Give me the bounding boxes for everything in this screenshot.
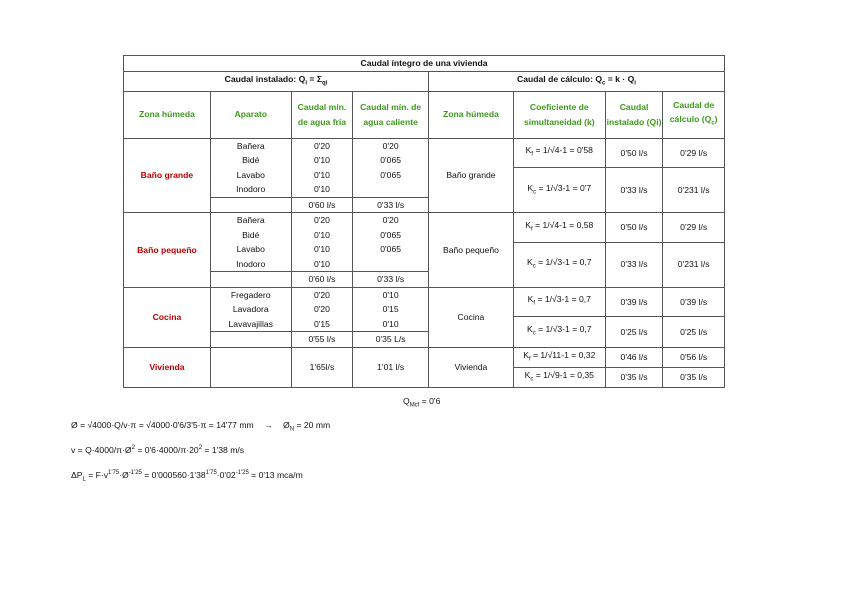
col-fria: Caudal mín. de agua fría [291,91,353,138]
caliente-cell: 0'065 [353,228,429,243]
col-caliente: Caudal mín. de agua caliente [353,91,429,138]
caliente-cell: 0'065 [353,168,429,183]
caudal-table [123,55,725,388]
zona-bano-pequeno: Baño pequeño [124,213,211,288]
blank-cell [210,197,291,213]
calculo-cell: 0'29 l/s [663,213,725,243]
aparato-cell: Lavavajillas [210,317,291,332]
aparato-cell: Lavabo [210,242,291,257]
zona-cocina: Cocina [124,287,211,347]
aparato-cell: Lavadora [210,302,291,317]
aparato-cell [210,347,291,387]
table-title: Caudal íntegro de una vivienda [124,56,725,72]
instalado-cell: 0'33 l/s [605,242,663,287]
col-coef: Coeficiente de simultaneidad (k) [513,91,605,138]
pressure-loss-formula: $\Delta P_L$ = $F\cdot v^{1'75}\cdot Ø^{-1'25} = 0'000560\cdot 1'38^{1'75}\cdot 0'02^{-1'25} = 0'13$ mca/m [71,470,303,483]
coef-cell: $K_c = 1/√9-1 = 0,35$ [513,367,605,387]
calculo-cell: 0'25 l/s [663,317,725,348]
instalado-cell: 0'33 l/s [605,168,663,213]
instalado-cell: 0'25 l/s [605,317,663,348]
instalado-cell: 0'39 l/s [605,287,663,317]
zona-bano-grande: Baño grande [124,138,211,213]
installed-header: Caudal instalado: $Q_i = \Sigma_{qi}$ [124,71,429,91]
aparato-cell: Lavabo [210,168,291,183]
fria-cell: 0'20 [291,213,353,228]
zona2-bano-pequeno: Baño pequeño [429,213,514,288]
total-caliente: 0'33 l/s [353,272,429,288]
fria-cell: 0'20 [291,302,353,317]
total-fria: 0'60 l/s [291,272,353,288]
aparato-cell: Bidé [210,153,291,168]
fria-cell: 0'10 [291,228,353,243]
calculo-cell: 0'29 l/s [663,138,725,168]
coef-cell: $K_f = 1/√11-1 = 0,32$ [513,347,605,367]
total-caliente: 0'35 L/s [353,332,429,348]
coef-cell: $K_c = 1/√3-1 = 0,7$ [513,242,605,287]
zona2-cocina: Cocina [429,287,514,347]
caliente-cell: 0'20 [353,138,429,153]
zona2-vivienda: Vivienda [429,347,514,387]
fria-cell: 0'10 [291,182,353,197]
coef-cell: $K_f = 1/√4-1 = 0'58$ [513,138,605,168]
zona-vivienda: Vivienda [124,347,211,387]
caliente-cell: 0'065 [353,153,429,168]
aparato-cell: Fregadero [210,287,291,302]
col-instalado: Caudal instalado (Qi) [605,91,663,138]
aparato-cell: Inodoro [210,182,291,197]
fria-cell: 0'20 [291,138,353,153]
caliente-cell: 0'15 [353,302,429,317]
aparato-cell: Inodoro [210,257,291,272]
total-fria: 0'60 l/s [291,197,353,213]
arrow-icon: → [264,420,273,430]
calculo-cell: 0'39 l/s [663,287,725,317]
fria-cell: 0'10 [291,242,353,257]
fria-cell: 0'10 [291,168,353,183]
instalado-cell: 0'46 l/s [605,347,663,367]
calculo-cell: 0'231 l/s [663,168,725,213]
coef-cell: $K_f = 1/√3-1 = 0,7$ [513,287,605,317]
fria-cell: 0'20 [291,287,353,302]
zona2-bano-grande: Baño grande [429,138,514,213]
instalado-cell: 0'35 l/s [605,367,663,387]
caliente-cell [353,257,429,272]
calculo-cell: 0'56 l/s [663,347,725,367]
coef-cell: $K_f = 1/√4-1 = 0,58$ [513,213,605,243]
caliente-cell: 0'20 [353,213,429,228]
calculo-cell: 0'35 l/s [663,367,725,387]
coef-cell: $K_c = 1/√3-1 = 0'7$ [513,168,605,213]
blank-cell [210,272,291,288]
diameter-formula: Ø = √4000·Q/v·π = √4000·0'6/3'5·π = 14'77 mm → $Ø_N = 20$ mm [71,420,331,433]
calculo-cell: 0'231 l/s [663,242,725,287]
blank-cell [210,332,291,348]
instalado-cell: 0'50 l/s [605,213,663,243]
fria-cell: 0'15 [291,317,353,332]
coef-cell: $K_c = 1/√3-1 = 0,7$ [513,317,605,348]
caliente-cell: 0'065 [353,242,429,257]
caliente-total-vivienda: 1'01 l/s [353,347,429,387]
calc-header: Caudal de cálculo: $Q_c = k \cdot Q_i$ [429,71,725,91]
caliente-cell: 0'10 [353,287,429,302]
total-caliente: 0'33 l/s [353,197,429,213]
col-aparato: Aparato [210,91,291,138]
col-calculo: Caudal de cálculo $(Q_c)$ [663,91,725,138]
caliente-cell: 0'10 [353,317,429,332]
total-fria: 0'55 l/s [291,332,353,348]
velocity-formula: $v = Q\cdot 4000/\pi\cdot Ø^2 = 0'6\cdot 4000/\pi\cdot 20^2 = 1'38$ m/s [71,445,245,455]
caliente-cell [353,182,429,197]
fria-cell: 0'10 [291,257,353,272]
aparato-cell: Bidé [210,228,291,243]
instalado-cell: 0'50 l/s [605,138,663,168]
col-zona: Zona húmeda [124,91,211,138]
aparato-cell: Bañera [210,213,291,228]
col-zona2: Zona húmeda [429,91,514,138]
fria-cell: 0'10 [291,153,353,168]
qmcf-note: $Q_{Mcf} = 0'6$ [403,396,441,409]
aparato-cell: Bañera [210,138,291,153]
fria-total-vivienda: 1'65l/s [291,347,353,387]
